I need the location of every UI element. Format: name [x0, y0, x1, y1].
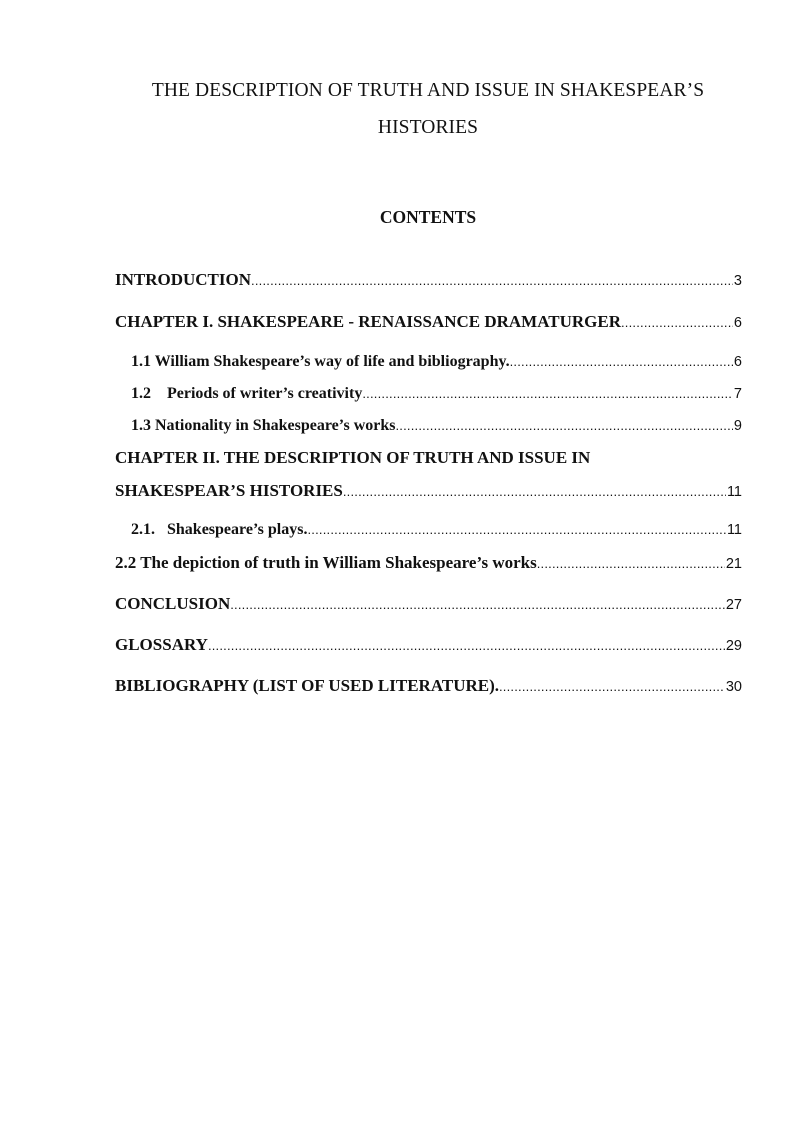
toc-entry-section-1-1[interactable]	[131, 353, 742, 371]
toc-entry-label: 2.1. Shakespeare’s plays.	[131, 521, 308, 538]
toc-entry-label: 1.1 William Shakespeare’s way of life and bibliography.	[131, 353, 510, 370]
toc-leader-dots	[621, 315, 733, 330]
toc-entry-chapter-2[interactable]	[115, 481, 742, 501]
toc-entry-label: BIBLIOGRAPHY (LIST OF USED LITERATURE).	[115, 676, 499, 695]
toc-entry-label: 2.2 The depiction of truth in William Shakespeare’s works	[115, 553, 537, 572]
toc-leader-dots	[499, 679, 725, 694]
toc-entry-label: 1.3 Nationality in Shakespeare’s works	[131, 417, 396, 434]
toc-entry-section-2-2[interactable]	[115, 553, 742, 573]
toc-leader-dots	[251, 273, 733, 288]
toc-page-number: 27	[725, 597, 742, 613]
toc-leader-dots	[395, 418, 732, 433]
contents-heading: CONTENTS	[379, 207, 477, 227]
toc-leader-dots	[510, 354, 733, 369]
toc-page-number: 21	[725, 556, 742, 572]
toc-entry-label: CHAPTER I. SHAKESPEARE - RENAISSANCE DRAMATURGER	[115, 312, 621, 331]
toc-page-number: 11	[726, 522, 742, 538]
toc-leader-dots	[537, 556, 725, 571]
toc-leader-dots	[208, 638, 725, 653]
toc-entry-introduction[interactable]	[115, 270, 742, 290]
toc-entry-section-1-3[interactable]	[131, 417, 742, 435]
toc-page-number: 7	[733, 386, 742, 402]
toc-entry-bibliography[interactable]	[115, 676, 742, 696]
toc-entry-label: INTRODUCTION	[115, 270, 252, 289]
toc-entry-chapter-2-line-1[interactable]: CHAPTER II. THE DESCRIPTION OF TRUTH AND ISSUE IN	[115, 448, 591, 467]
toc-page-number: 29	[725, 638, 742, 654]
document-title-line-1: THE DESCRIPTION OF TRUTH AND ISSUE IN SHAKESPEAR’S	[151, 80, 705, 101]
toc-entry-section-1-2[interactable]	[131, 385, 742, 403]
toc-page-number: 30	[725, 679, 742, 695]
document-title-line-2: HISTORIES	[377, 117, 479, 138]
toc-entry-conclusion[interactable]	[115, 594, 742, 614]
toc-entry-label: 1.2 Periods of writer’s creativity	[131, 385, 363, 402]
toc-page-number: 9	[733, 418, 742, 434]
toc-leader-dots	[230, 597, 725, 612]
document-title	[100, 72, 756, 146]
toc-leader-dots	[343, 484, 726, 499]
toc-page-number: 6	[733, 315, 742, 331]
toc-entry-glossary[interactable]	[115, 635, 742, 655]
toc-leader-dots	[362, 386, 733, 401]
toc-leader-dots	[307, 522, 725, 537]
toc-page-number: 6	[733, 354, 742, 370]
toc-entry-label: CONCLUSION	[115, 594, 231, 613]
toc-page-number: 11	[726, 484, 742, 500]
toc-entry-chapter-1[interactable]	[115, 312, 742, 332]
toc-entry-label: SHAKESPEAR’S HISTORIES	[115, 481, 343, 500]
toc-entry-section-2-1[interactable]	[131, 521, 742, 539]
toc-entry-label: GLOSSARY	[115, 635, 208, 654]
toc-page-number: 3	[733, 273, 742, 289]
